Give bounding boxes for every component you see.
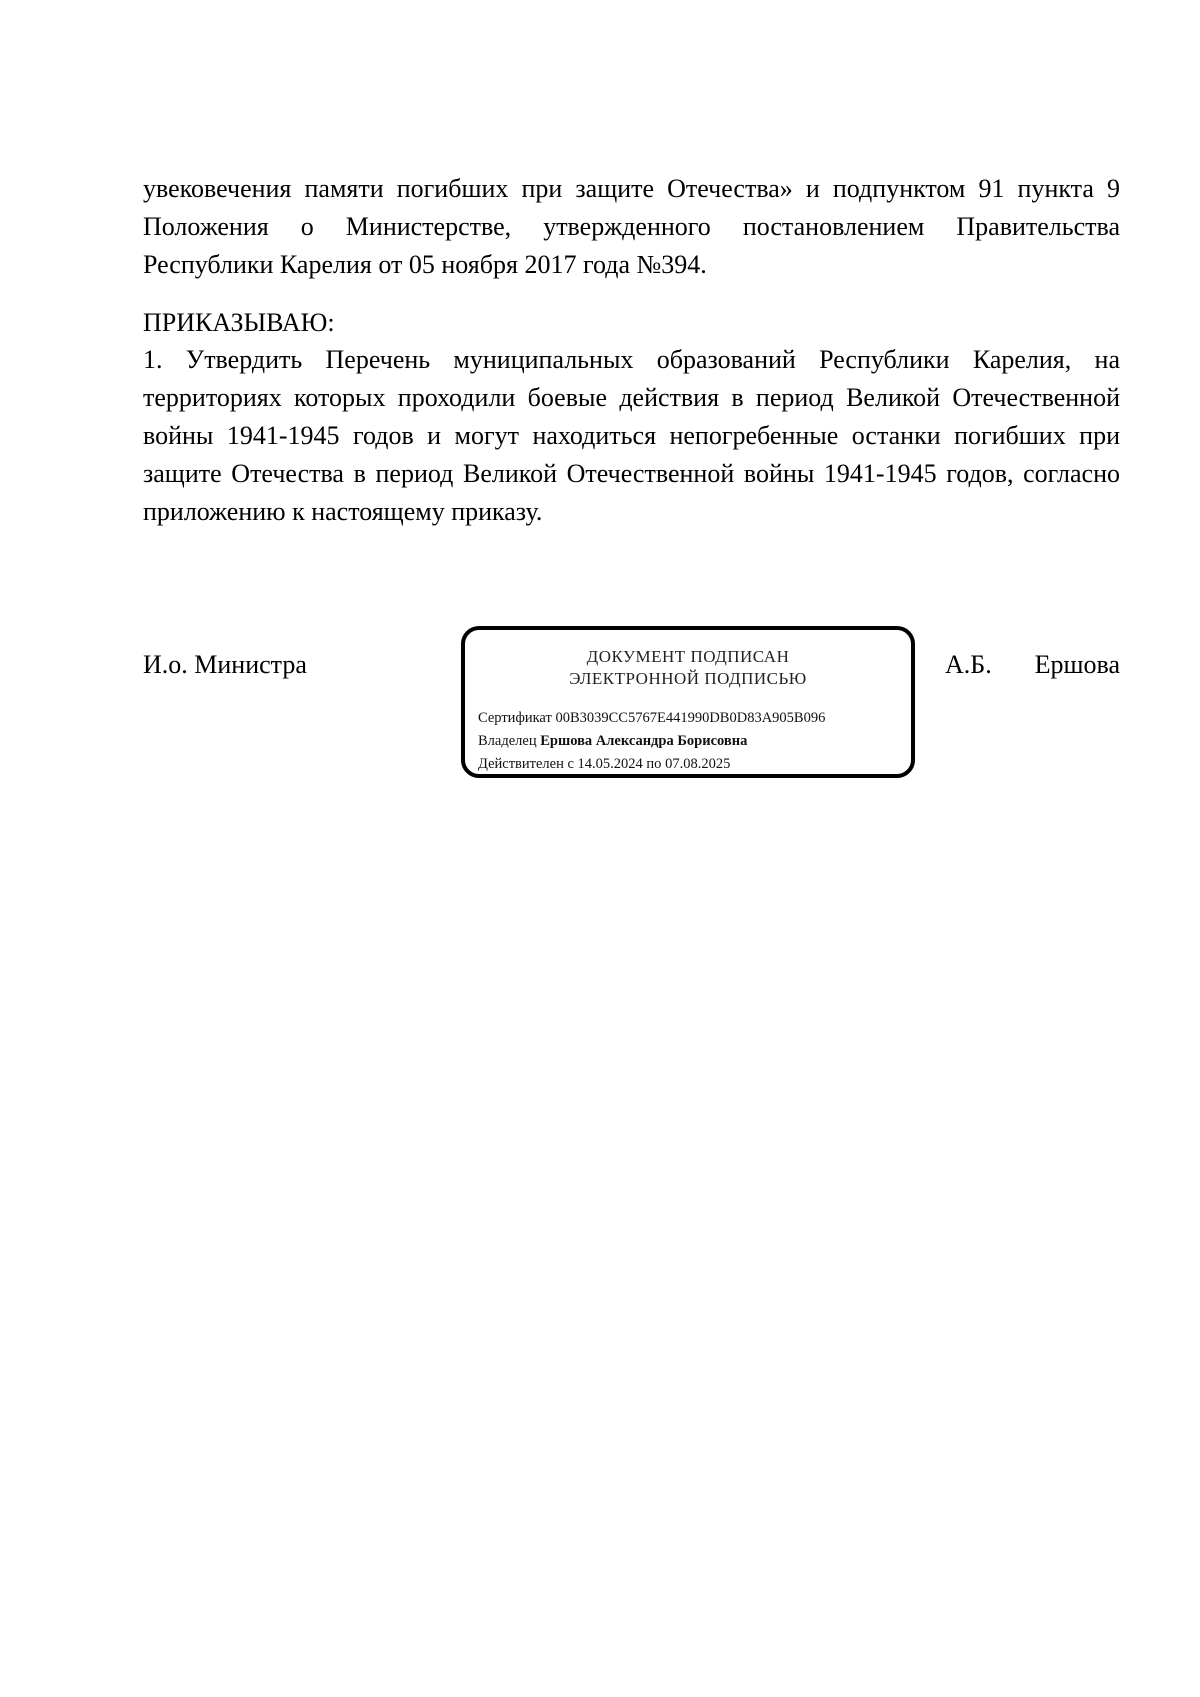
signatory-name	[945, 646, 1120, 684]
intro-paragraph-text: увековечения памяти погибших при защите Отечества» и подпунктом 91 пункта 9 Положения о Министерстве, утвержденного постановлением Правительства Республики Карелия от 05 ноября 2017 года №394.	[143, 174, 1120, 279]
stamp-valid-to: 07.08.2025	[665, 756, 731, 772]
electronic-signature-stamp	[461, 626, 915, 778]
stamp-owner	[478, 732, 747, 750]
stamp-valid-to-label: по	[646, 756, 662, 772]
stamp-certificate-value: 00B3039CC5767E441990DB0D83A905B096	[555, 710, 826, 726]
stamp-certificate-label: Сертификат	[478, 710, 552, 726]
order-item-1	[143, 341, 1120, 531]
stamp-owner-value: Ершова Александра Борисовна	[540, 733, 748, 749]
stamp-certificate	[478, 709, 825, 727]
stamp-valid-from: 14.05.2024	[577, 756, 643, 772]
stamp-validity-label: Действителен с	[478, 756, 574, 772]
stamp-title-line2: ЭЛЕКТРОННОЙ ПОДПИСЬЮ	[569, 669, 807, 688]
stamp-title-line1: ДОКУМЕНТ ПОДПИСАН	[586, 647, 790, 666]
signatory-role: И.о. Министра	[143, 650, 307, 679]
intro-paragraph	[143, 170, 1120, 284]
order-item-1-text: 1. Утвердить Перечень муниципальных образований Республики Карелия, на территориях которых проходили боевые действия в период Великой Отечественной войны 1941-1945 годов и могут находиться непогребенные останки погибших при защите Отечества в период Великой Отечественной войны 1941-1945 годов, согласно приложению к настоящему приказу.	[143, 345, 1120, 526]
order-heading	[143, 304, 1120, 342]
stamp-validity	[478, 755, 730, 773]
signatory-initials: А.Б.	[945, 650, 992, 679]
order-heading-text: ПРИКАЗЫВАЮ:	[143, 308, 335, 337]
stamp-title	[465, 646, 911, 690]
stamp-owner-label: Владелец	[478, 733, 537, 749]
signatory-surname: Ершова	[1034, 650, 1120, 679]
